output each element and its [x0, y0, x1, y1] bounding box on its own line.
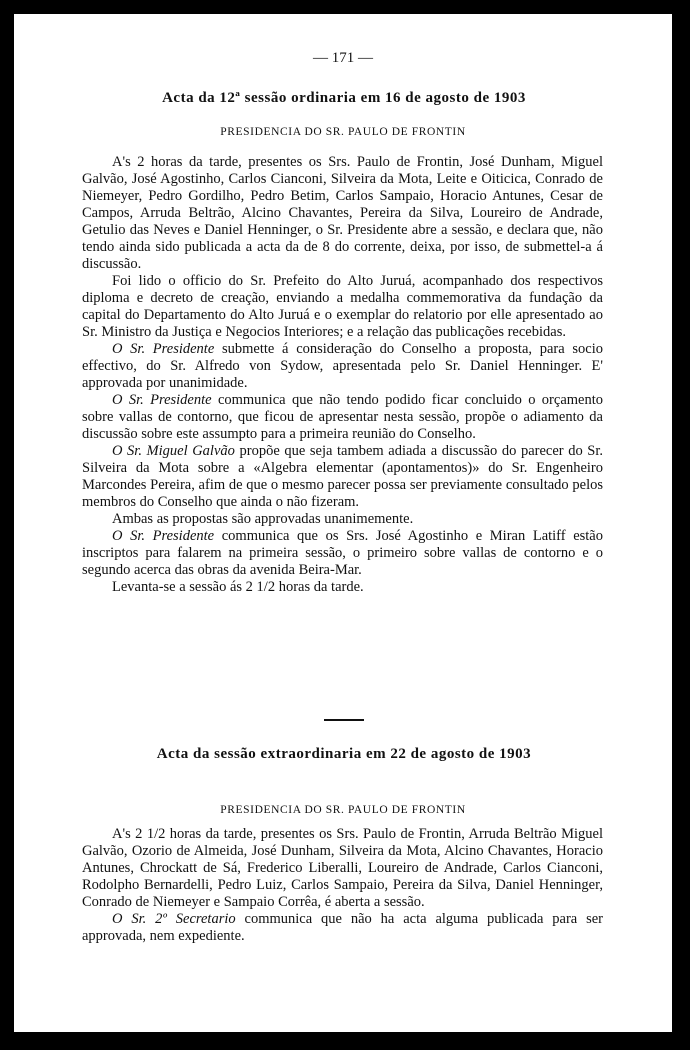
session1-body	[82, 154, 603, 596]
paragraph: A's 2 horas da tarde, presentes os Srs. Paulo de Frontin, José Dunham, Miguel Galvão, José Agostinho, Carlos Cianconi, Silveira da Mota, Leite e Oiticica, Conrado de Niemeyer, Pedro Gordilho, Pedro Betim, Carlos Sampaio, Horacio Antunes, Cesar de Campos, Arruda Beltrão, Alcino Chavantes, Pereira da Silva, Loureiro de Andrade, Getulio das Neves e Daniel Henninger, o Sr. Presidente abre a sessão, e declara que, não tendo ainda sido publicada a acta da de 8 do corrente, deixa, por isso, de submettel-a á discussão.	[82, 154, 603, 272]
paragraph-text: communica que não ha acta alguma publicada para ser approvada, nem expediente.	[82, 911, 603, 944]
paragraph	[82, 443, 603, 511]
speaker: O Sr. Presidente	[112, 528, 215, 544]
paragraph: Levanta-se a sessão ás 2 1/2 horas da tarde.	[112, 579, 364, 595]
paragraph-text: communica que os Srs. José Agostinho e Miran Latiff estão inscriptos para falarem na primeira sessão, o primeiro sobre vallas de contorno e o segundo acerca das obras da avenida Beira-Mar.	[82, 528, 603, 578]
session2-body	[82, 826, 603, 945]
session1-presidency: PRESIDENCIA DO SR. PAULO DE FRONTIN	[220, 126, 466, 138]
paragraph: Foi lido o officio do Sr. Prefeito do Alto Juruá, acompanhado dos respectivos diploma e decreto de creação, enviando a medalha commemorativa da fundação da capital do Departamento do Alto Juruá e o exemplar do relatorio por elle apresentado ao Sr. Ministro da Justiça e Negocios Interiores; e a relação das publicações recebidas.	[82, 273, 603, 340]
paragraph-text: submette á consideração do Conselho a proposta, para socio effectivo, do Sr. Alfredo von Sydow, apresentada pelo Sr. Daniel Henninger. E' approvada por unanimidade.	[82, 341, 603, 391]
paragraph: A's 2 1/2 horas da tarde, presentes os Srs. Paulo de Frontin, Arruda Beltrão Miguel Galvão, Ozorio de Almeida, José Dunham, Silveira da Mota, Alcino Chavantes, Horacio Antunes, Chrockatt de Sá, Frederico Liberalli, Loureiro de Andrade, Carlos Cianconi, Rodolpho Bernardelli, Pedro Luiz, Carlos Sampaio, Pereira da Silva, Daniel Henninger, Conrado de Niemeyer e Sampaio Corrêa, é aberta a sessão.	[82, 826, 603, 910]
session2-title: Acta da sessão extraordinaria em 22 de agosto de 1903	[156, 746, 532, 762]
page-number: — 171 —	[313, 50, 373, 66]
session2-presidency: PRESIDENCIA DO SR. PAULO DE FRONTIN	[220, 804, 466, 816]
section-divider	[324, 719, 364, 721]
speaker: O Sr. Presidente	[112, 341, 215, 357]
paragraph	[82, 528, 603, 579]
paragraph-text: communica que não tendo podido ficar concluido o orçamento sobre vallas de contorno, que ficou de apresentar nesta sessão, propõe o adiamento da discussão sobre este assumpto para a primeira reunião do Conselho.	[82, 392, 603, 442]
paragraph	[82, 392, 603, 443]
session1-title: Acta da 12ª sessão ordinaria em 16 de agosto de 1903	[162, 90, 526, 106]
paragraph: Ambas as propostas são approvadas unanimemente.	[112, 511, 414, 527]
paragraph	[82, 341, 603, 392]
speaker: O Sr. Miguel Galvão	[112, 443, 235, 459]
paragraph-text: propõe que seja tambem adiada a discussão do parecer do Sr. Silveira da Mota sobre a «Algebra elementar (apontamentos)» do Sr. Engenheiro Marcondes Pereira, afim de que o mesmo parecer possa ser previamente consultado pelos membros do Conselho que ainda o não fizeram.	[82, 443, 604, 510]
paragraph	[82, 911, 603, 945]
speaker: O Sr. 2º Secretario	[112, 911, 236, 927]
document-page	[14, 14, 672, 1032]
speaker: O Sr. Presidente	[112, 392, 212, 408]
